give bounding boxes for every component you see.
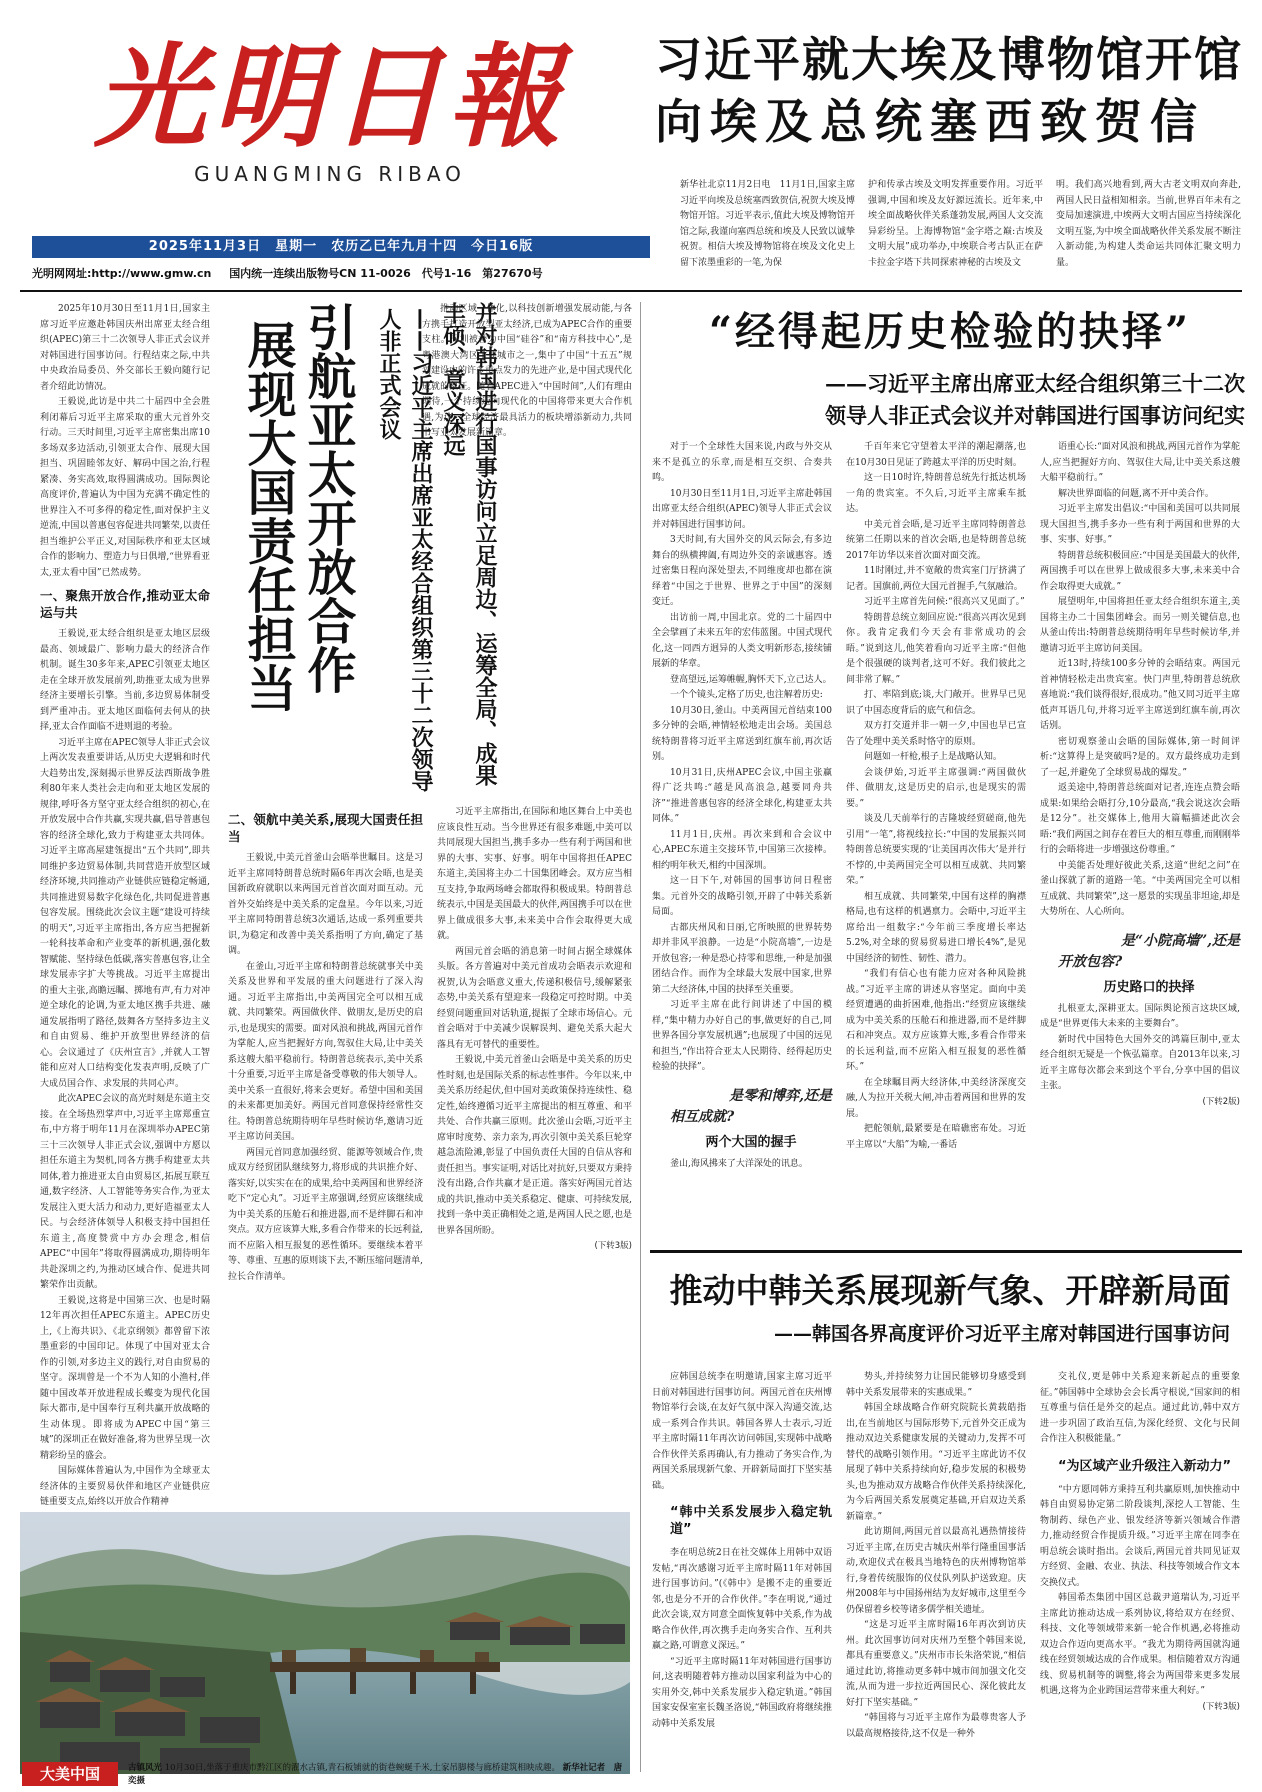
right-story-col1: 对于一个全球性大国来说,内政与外交从来不是孤立的乐章,而是相互交织、合奏共鸣。 10月30日至11月1日,习近平主席赴韩国出席亚太经合组织(APEC)领导人非正式会议并对韩国进行国事访问。 3天时间,有大国外交的风云际会,有多边舞台的纵横捭阖,有周边外交的亲诚惠容。透过密集日程向深处望去,不同维度却也都在演绎着“中国之于世界、世界之于中国”的深刻变迁。 出访前一周,中国北京。党的二十届四中全会擘画了未来五年的宏伟蓝图。中国式现代化,这一同西方迥异的人类文明新形态,接续铺展新的华章。 登高望远,运筹帷幄,胸怀天下,立己达人。 一个个镜头,定格了历史,也注解着历史: 10月30日,釜山。中美两国元首结束100多分钟的会晤,神情轻松地走出会场。美国总统特朗普将习近平主席送到红旗车前,再次话别。 10月31日,庆州APEC会议,中国主张赢得广泛共鸣:“越是风高浪急,越要同舟共济”“推进普惠包容的经济全球化,构建亚太共同体。” 11月1日,庆州。再次来到和合会议中心,APEC东道主交接环节,中国第三次接棒。相约明年秋天,相约中国深圳。 这一日下午,对韩国的国事访问日程密集。元首外交的战略引领,开辟了中韩关系新局面。 古都庆州风和日丽,它所映照的世界转势却并非风平浪静。一边是“小院高墙”,一边是开放包容;一种是恐心持零和思维,一种是加强团结合作。而作为全球最大发展中国家,世界第二大经济体,中国的抉择至关重要。 习近平主席在此行间讲述了中国的模样,“集中精力办好自己的事,做更好的自己,同世界各国分享发展机遇”;也展现了中国的远见和担当,“作出符合亚太人民期待、经得起历史检验的抉择”。 是零和博弈,还是 相互成就? 两个大国的握手 釜山,海风拂来了大洋深处的讯息。	[652, 442, 833, 1169]
bottom-section-divider	[650, 1250, 1242, 1253]
bottom-story-col3: 交礼仪,更是韩中关系迎来新起点的重要象征。”韩国韩中全球协会会长禹守根说,“国家间的相互尊重与信任是外交的起点。通过此访,韩中双方进一步巩固了政治互信,为深化经贸、文化与民间合作注入积极能量。” “为区域产业升级注入新动力” “中方愿同韩方秉持互利共赢原则,加快推动中韩自由贸易协定第二阶段谈判,深挖人工智能、生物制药、绿色产业、银发经济等新兴领域合作潜力,推动经贸合作提质升级。”习近平主席在同李在明总统会谈时指出。会谈后,两国元首共同见证双方经贸、金融、农业、执法、科技等领域合作文本交换仪式。 韩国希杰集团中国区总裁尹道瑞认为,习近平主席此访推动达成一系列协议,将给双方在经贸、科技、文化等领域带来新一轮合作机遇,必将推动双边合作迈向更高水平。“我尤为期待两国就沟通线在经贸领域达成的合作成果。相信随着双方沟通线、贸易机制等的调整,将会为两国带来更多发展机遇,这将为企业跨国运营带来重大利好。” (下转3版)	[1040, 1370, 1240, 1786]
bottom-story-col2: 势头,并持续努力让国民能够切身感受到韩中关系发展带来的实惠成果。” 韩国全球战略合作研究院院长黄载皓指出,在当前地区与国际形势下,元首外交正成为推动双边关系健康发展的关键动力,发挥不可替代的战略引领作用。“习近平主席此访不仅展现了韩中关系持续向好,稳步发展的积极势头,也为推动双方战略合作伙伴关系持续深化,为今后两国关系发展奠定基础,开启双边关系新篇章。” 此访期间,两国元首以最高礼遇热情接待习近平主席,在历史古城庆州举行隆重国事活动,欢迎仪式在极具当地特色的庆州博物馆举行,身着传统服饰的仪仗队列队护送致迎。庆州2008年与中国扬州结为友好城市,这里至今仍保留着乡校等诸多儒学相关遗址。 “这是习近平主席时隔16年再次到访庆州。此次国事访问对庆州乃至整个韩国来说,都具有重要意义。”庆州市市长朱洛荣说,“相信通过此访,将推动更多韩中城市间加强文化交流,从而为进一步拉近两国民心、深化彼此友好打下坚实基础。” “韩国将与习近平主席作为最尊贵客人予以最高规格接待,这不仅是一种外	[846, 1372, 1026, 1739]
left-subhead-2: 二、领航中美关系,展现大国责任担当	[228, 812, 423, 844]
left-continued-note: (下转3版)	[594, 1241, 632, 1251]
left-story-col2: 二、领航中美关系,展现大国责任担当 王毅说,中美元首釜山会晤举世瞩目。这是习近平主席同特朗普总统时隔6年再次会晤,也是美国新政府就职以来两国元首首次面对面互动。元首外交始终是中美关系的定盘星。今年以来,习近平主席同特朗普总统3次通话,达成一系列重要共识,为稳定和改善中美关系指明了方向,确定了基调。 在釜山,习近平主席和特朗普总统就事关中美关系及世界和平发展的重大问题进行了深入沟通。习近平主席指出,中美两国完全可以相互成就、共同繁荣。两国做伙伴、做朋友,是历史的启示,也是现实的需要。面对风浪和挑战,两国元首作为掌舵人,应当把握好方向,驾驭住大局,让中美关系这艘大船平稳前行。特朗普总统表示,美中关系十分重要,习近平主席是备受尊敬的伟大领导人。美中关系一直很好,将来会更好。希望中国和美国的未来都更加美好。两国元首同意保持经常性交往。特朗普总统期待明年早些时候访华,邀请习近平主席访问美国。 两国元首同意加强经贸、能源等领域合作,贵成双方经贸团队继续努力,将形成的共识推介好、落实好,以实实在在的成果,给中美两国和世界经济吃下“定心丸”。习近平主席强调,经贸应该继续成为中美关系的压舱石和推进器,而不是绊脚石和冲突点。双方应该算大账,多看合作带来的长远利益,而不应陷入相互报复的恶性循环。要继续本着平等、尊重、互惠的原则谈下去,不断压缩问题清单,拉长合作清单。 习近平主席指出,在国际和地区舞台上中美也应该良性互动。当今世界还有很多难题,中美可以共同展现大国担当,携手多办一些有利于两国和世界的大事、实事、好事。明年中国将担任APEC东道主,美国将主办二十国集团峰会。双方应当相互支持,争取两场峰会都取得积极成果。特朗普总统表示,中国是美国最大的伙伴,两国携手可以在世界上做成很多大事,未来美中合作会取得更大成就。 两国元首会晤的消息第一时间占据全球媒体头版。各方普遍对中美元首成功会晤表示欢迎和祝贺,认为会晤意义重大,传递积极信号,缓解紧张态势,中美关系有望迎来一段稳定可控时期。中美经贸问题重回对话轨道,提振了全球市场信心。元首会晤对于中美减少误解误判、避免关系大起大落具有无可替代的重要性。 王毅说,中美元首釜山会晤是中美关系的历史性时刻,也是国际关系的标志性事件。今年以来,中美关系历经起伏,但中国对美政策保持连续性、稳定性,始终遵循习近平主席提出的相互尊重、和平共处、合作共赢三原则。此次釜山会晤,习近平主席审时度势、亲力亲为,再次引领中美关系巨轮穿越急流险滩,彰显了中国负责任大国的自信从容和责任担当。事实证明,对话比对抗好,只要双方秉持没有出路,合作共赢才是正道。落实好两国元首达成的共识,推动中美关系稳定、健康、可持续发展,找到一条中美正确相处之道,是两国人民之愿,也是世界各国所盼。 (下转3版)	[228, 807, 632, 1282]
right-box1-heading: 两个大国的握手	[705, 1134, 797, 1150]
left-story-col2-top: 推动区域一体化,以科技创新增强发展动能,与各方携手打造开放型亚太经济,已成为APEC合作的重要支柱。深圳被誉为中国“硅谷”和“南方科技中心”,是粤港澳大湾区主要城市之一,集中了中国“十五五”规划建设中的许多重点发力的先进产业,是中国式现代化成就的象征。随着APEC进入“中国时间”,人们有理由期待,一个持续迈向现代化的中国将带来更大合作机遇,为这一全球经济最具活力的板块增添新动力,共同书写亚太发展新篇章。	[422, 304, 632, 438]
bottom-box2-heading: “为区域产业升级注入新动力”	[1058, 1458, 1232, 1474]
bottom-headline: 推动中韩关系展现新气象、开辟新局面	[669, 1271, 1231, 1310]
top-story-col2: 护和传承古埃及文明发挥重要作用。习近平强调,中国和埃及友好源远流长。近年来,中埃全面战略伙伴关系蓬勃发展,两国人文交流异彩纷呈。上海博物馆“金字塔之巅:古埃及文明大展”成功举办,中埃联合考古队正在萨卡拉金字塔下共同探索神秘的古埃及文	[868, 180, 1043, 268]
bottom-deck: ——韩国各界高度评价习近平主席对韩国进行国事访问	[773, 1323, 1230, 1345]
right-box2	[1058, 931, 1240, 996]
column-divider	[640, 302, 641, 1772]
right-story-col3: 语重心长:“面对风浪和挑战,两国元首作为掌舵人,应当把握好方向、驾驭住大局,让中美关系这艘大船平稳前行。” 解决世界面临的问题,离不开中美合作。 习近平主席发出倡议:“中国和美国可以共同展现大国担当,携手多办一些有利于两国和世界的大事、实事、好事。” 特朗普总统积极回应:“中国是美国最大的伙伴,两国携手可以在世界上做成很多大事,未来美中合作会取得更大成就。” 展望明年,中国将担任亚太经合组织东道主,美国将主办二十国集团峰会。而另一则关键信息,也从釜山传出:特朗普总统期待明年早些时候访华,并邀请习近平主席访问美国。 近13时,持续100多分钟的会晤结束。两国元首神情轻松走出贵宾室。快门声里,特朗普总统欣喜地说:“我们谈得很好,很成功。”他又同习近平主席低声耳语几句,并将习近平主席送到红旗车前,再次话别。 密切观察釜山会晤的国际媒体,第一时间评析:“这算得上是突破吗?是的。双方最终成功走到了一起,并避免了全球贸易战的爆发。” 返美途中,特朗普总统面对记者,连连点赞会晤成果:如果给会晤打分,10分最高,“我会说这次会晤是12分”。社交媒体上,他用大篇幅描述此次会晤:“我们两国之间存在着巨大的相互尊重,而刚刚举行的会晤将进一步增强这份尊重。” 中美能否处理好彼此关系,这道“世纪之问”在釜山探就了新的道路一笔。“中美两国完全可以相互成就、共同繁荣”,这一愿景的实现虽非坦途,却是大势所在、人心所向。 是“小院高墙”,还是 开放包容? 历史路口的抉择 扎根亚太,深耕亚太。国际舆论预言这块区域,成是“世界更伟大未来的主要舞台”。 新时代中国特色大国外交的鸿篇巨制中,亚太经合组织无疑是一个恢弘篇章。自2013年以来,习近平主席每次都会来到这个平台,分享中国的倡议主张。 (下转2版)	[1040, 440, 1240, 1235]
photo-caption-text: 10月30日,坐落于重庆市黔江区的濯水古镇,青石板铺就的街巷蜿蜒千米,土家吊脚楼与廊桥建筑相映成趣。	[164, 1763, 560, 1773]
right-box1	[670, 1086, 832, 1151]
right-deck	[700, 368, 1245, 432]
left-main-headline-a: 引航亚太开放合作	[300, 302, 357, 694]
photo-credit: 新华社记者 唐奕摄	[128, 1763, 623, 1786]
bottom-story-col1: 应韩国总统李在明邀请,国家主席习近平日前对韩国进行国事访问。两国元首在庆州博物馆举行会谈,在友好气氛中深入沟通交流,达成一系列合作共识。韩国各界人士表示,习近平主席时隔11年再次访问韩国,实现韩中战略合作伙伴关系再确认,有力推动了务实合作,为两国关系展现新气象、开辟新局面打下坚实基础。 “韩中关系发展步入稳定轨道” 李在明总统2日在社交媒体上用韩中双语发帖,“再次感谢习近平主席时隔11年对韩国进行国事访问。”(《韩中》是搬不走的重要近邻,也是分不开的合作伙伴。”李在明说,“通过此次会谈,双方同意全面恢复韩中关系,作为战略合作伙伴,再次携手走向务实合作、互利共赢之路,可谓意义深远。” “习近平主席时隔11年对韩国进行国事访问,这表明随着韩方推动以国家利益为中心的实用外交,韩中关系发展步入稳定轨道。”韩国国家安保室室长魏圣洛说,“韩国政府将继续推动韩中关系发展	[652, 1372, 833, 1729]
village-photo	[20, 1512, 630, 1774]
right-continued-note: (下转2版)	[1202, 1096, 1240, 1107]
village-photo-image	[20, 1512, 630, 1774]
right-box1-line1: 是零和博弈,还是	[729, 1087, 832, 1104]
masthead-divider	[20, 290, 1242, 292]
masthead	[40, 28, 620, 196]
top-story-col3: 明。我们高兴地看到,两大古老文明双向奔赴,两国人民日益相知相亲。当前,世界百年未有之变局加速演进,中埃两大文明古国应当持续深化文明互鉴,为中埃全面战略伙伴关系发展不断注入新动能,为构建人类命运共同体汇聚文明力量。	[1056, 180, 1241, 268]
right-box1-line2: 相互成就?	[670, 1108, 735, 1125]
left-subhead-1: 一、聚焦开放合作,推动亚太命运与共	[40, 588, 210, 620]
right-headline: “经得起历史检验的抉择”	[708, 308, 1191, 355]
date-bar: 2025年11月3日 星期一 农历乙巳年九月十四 今日16版	[32, 236, 650, 258]
right-story-col2: 千百年来它守望着太平洋的潮起潮落,也在10月30日见证了跨越太平洋的历史时刻。 这一日10时许,特朗普总统先行抵达机场一角的贵宾室。不久后,习近平主席乘车抵达。 中美元首会晤,是习近平主席同特朗普总统第二任期以来的首次会晤,也是特朗普总统2017年访华以来首次面对面交流。 11时刚过,并不宽敞的贵宾室门厅挤满了记者。国旗前,两位大国元首握手,气氛融洽。 习近平主席首先问候:“很高兴又见面了。” 特朗普总统立刻回应说:“很高兴再次见到你。我肯定我们今天会有非常成功的会晤。”说到这儿,他笑着看向习近平主席:“但他是个很强硬的谈判者,这可不好。我们彼此之间非常了解。” 打、率陪到底;谈,大门敞开。世界早已见识了中国态度背后的底气和信念。 双方打交道并非一朝一夕,中国也早已宣告了处理中美关系时恪守的原则。 问题如一杆枪,根子上是战略认知。 会谈伊始,习近平主席强调:“两国做伙伴、做朋友,这是历史的启示,也是现实的需要。” 谈及几天前举行的吉隆坡经贸磋商,他先引用“一笔”,将视线拉长:“中国的发展振兴同特朗普总统要实现的‘让美国再次伟大’是并行不悖的,中美两国完全可以相互成就、共同繁荣。” 相互成就、共同繁荣,中国有这样的胸襟格局,也有这样的机遇禀力。会晤中,习近平主席给出一组数字:“今年前三季度增长率达5.2%,对全球的贸易贸易进口增长4%”,是见中国经济的韧性、韧性、潜力。 “我们有信心也有能力应对各种风险挑战。”习近平主席的讲述从容坚定。面向中美经贸遭遇的曲折困难,他指出:“经贸应该继续成为中美关系的压舱石和推进器,而不是绊脚石和冲突点。双方应该算大账,多看合作带来的长远利益,而不应陷入相互报复的恶性循环。” 在全球瞩目两大经济体,中美经济深度交融,人为拉开关税大闸,冲击着两国和世界的发展。 把舵领航,最紧要是在暗礁密布处。习近平主席以“大船”为喻,一番话	[846, 442, 1026, 1150]
newspaper-logo: 光明日報	[94, 32, 566, 163]
left-deck-a: 并对韩国进行国事访问立足周边、运筹全局、成果丰硕、意义深远	[440, 302, 497, 786]
right-box2-heading: 历史路口的抉择	[1103, 979, 1195, 995]
photo-caption-title: 古镇风光	[128, 1763, 163, 1773]
left-main-headline	[228, 302, 358, 762]
photo-column-stamp: 大美中国	[22, 1762, 118, 1786]
top-story-col1: 新华社北京11月2日电 11月1日,国家主席习近平向埃及总统塞西致贺信,祝贺大埃及博物馆开馆。习近平表示,值此大埃及博物馆开馆之际,我谨向塞西总统和埃及人民致以诚挚祝贺。相信大埃及博物馆将在埃及文化史上留下浓墨重彩的一笔,为保	[680, 180, 855, 268]
right-box2-line2: 开放包容?	[1058, 953, 1123, 970]
right-box2-line1: 是“小院高墙”,还是	[1121, 932, 1240, 949]
left-main-headline-b: 展现大国责任担当	[240, 320, 297, 712]
left-story-col1: 2025年10月30日至11月1日,国家主席习近平应邀赴韩国庆州出席亚太经合组织(APEC)第三十二次领导人非正式会议并对韩国进行国事访问。行程结束之际,中共中央政治局委员、外交部长王毅向随行记者介绍此访情况。 王毅说,此访是中共二十届四中全会胜利闭幕后习近平主席采取的重大元首外交行动。三天时间里,习近平主席密集出席10多场双多边活动,引领亚太合作、展现大国担当、巩固睦邻友好、解码中国之治,行程紧凑、务实高效,取得圆满成功。国际舆论高度评价,普遍认为中国为充满不确定性的世界注入不可多得的稳定性,面对保护主义逆流,中国以普惠包容促进共同繁荣,以责任担当维护公平正义,对国际秩序和亚太区域合作的影响力、塑造力与日俱增,“世界看亚太,亚太看中国”已然成势。 一、聚焦开放合作,推动亚太命运与共 王毅说,亚太经合组织是亚太地区层级最高、领域最广、影响力最大的经济合作机制。诞生30多年来,APEC引领亚太地区走在全球开放发展前列,助推亚太成为世界经济主要增长引擎。当前,多边贸易体制受到严重冲击。亚太地区面临何去何从的抉择,亚太合作面临不进则退的考验。 习近平主席在APEC领导人非正式会议上两次发表重要讲话,从历史大逻辑和时代大趋势出发,深刻揭示世界反法西斯战争胜利80年来人类社会走向和亚太地区发展的规律,呼吁各方坚守亚太经合组织的初心,在开放发展中合作共赢,实现共赢,倡导普惠包容的经济全球化,致力于构建亚太共同体。习近平主席高屋建瓴提出“五个共同”,即共同维护多边贸易体制,共同营造开放型区域经济环境,共同推动产业链供应链稳定畅通,共同推进贸易数字化绿色化,共同促进普惠包容发展。围绕此次会议主题“建设可持续的明天”,习近平主席指出,各方应当把握新一轮科技革命和产业变革的新机遇,强化数智赋能、坚持绿色低碳,落实普惠包容,让全球发展赤字扩大等挑战。习近平主席提出的重大主张,高瞻远瞩、掷地有声,有力对冲逆全球化的论调,为亚太地区携手共进、融通发展指明了路径,鼓舞各方坚持多边主义和自由贸易、维护开放型世界经济的信心。会议通过了《庆州宣言》,并就人工智能和应对人口结构变化发表声明,反映了广大成员国合作、求发展的共同心声。 此次APEC会议的高光时刻是东道主交接。在全场热烈掌声中,习近平主席郑重宣布,中方将于明年11月在深圳举办APEC第三十三次领导人非正式会议,强调中方愿以担任东道主为契机,同各方携手构建亚太共同体,着力推进亚太自由贸易区,拓展互联互通,数字经济、人工智能等务实合作,为亚太发展注入更大活力和动力,更好造福亚太人民。与会经济体领导人积极支持中国担任东道主,高度赞赏中方办会理念,相信APEC“中国年”将取得圆满成功,期待明年共赴深圳之约,为推动区域合作、促进共同繁荣作出贡献。 王毅说,这将是中国第三次、也是时隔12年再次担任APEC东道主。APEC历史上,《上海共识》、《北京纲领》都曾留下浓墨重彩的中国印记。体现了中国对亚太合作的引领,对多边主义的践行,对自由贸易的坚守。深圳曾是一个不为人知的小渔村,伴随中国改革开放进程成长蝶变为现代化国际大都市,是中国奉行互利共赢开放战略的生动体现。即将成为APEC中国“第三城”的深圳正在做好准备,将为世界呈现一次精彩纷呈的盛会。 国际媒体普遍认为,中国作为全球亚太经济体的主要贸易伙伴和地区产业链供应链重要支点,始终以开放合作精神	[40, 304, 211, 1507]
bottom-box1-heading: “韩中关系发展步入稳定轨道”	[670, 1505, 832, 1537]
photo-caption	[128, 1762, 630, 1790]
top-headline-line1: 习近平就大埃及博物馆开馆	[655, 33, 1243, 88]
top-headline-line2: 向埃及总统塞西致贺信	[655, 95, 1205, 150]
publication-codes: 国内统一连续出版物号CN 11-0026 代号1-16 第27670号	[229, 267, 543, 280]
right-deck-a: ——习近平主席出席亚太经合组织第三十二次	[825, 371, 1245, 396]
right-deck-b: 领导人非正式会议并对韩国进行国事访问纪实	[825, 403, 1245, 428]
info-bar	[32, 264, 650, 284]
bottom-continued-note: (下转3版)	[1202, 1701, 1240, 1712]
left-deck-b: ——习近平主席出席亚太经合组织第三十二次领导人非正式会议	[376, 308, 433, 792]
top-headline	[655, 30, 1245, 154]
website-link[interactable]: 光明网网址:http://www.gmw.cn	[32, 267, 212, 280]
newspaper-pinyin: GUANGMING RIBAO	[194, 162, 466, 186]
